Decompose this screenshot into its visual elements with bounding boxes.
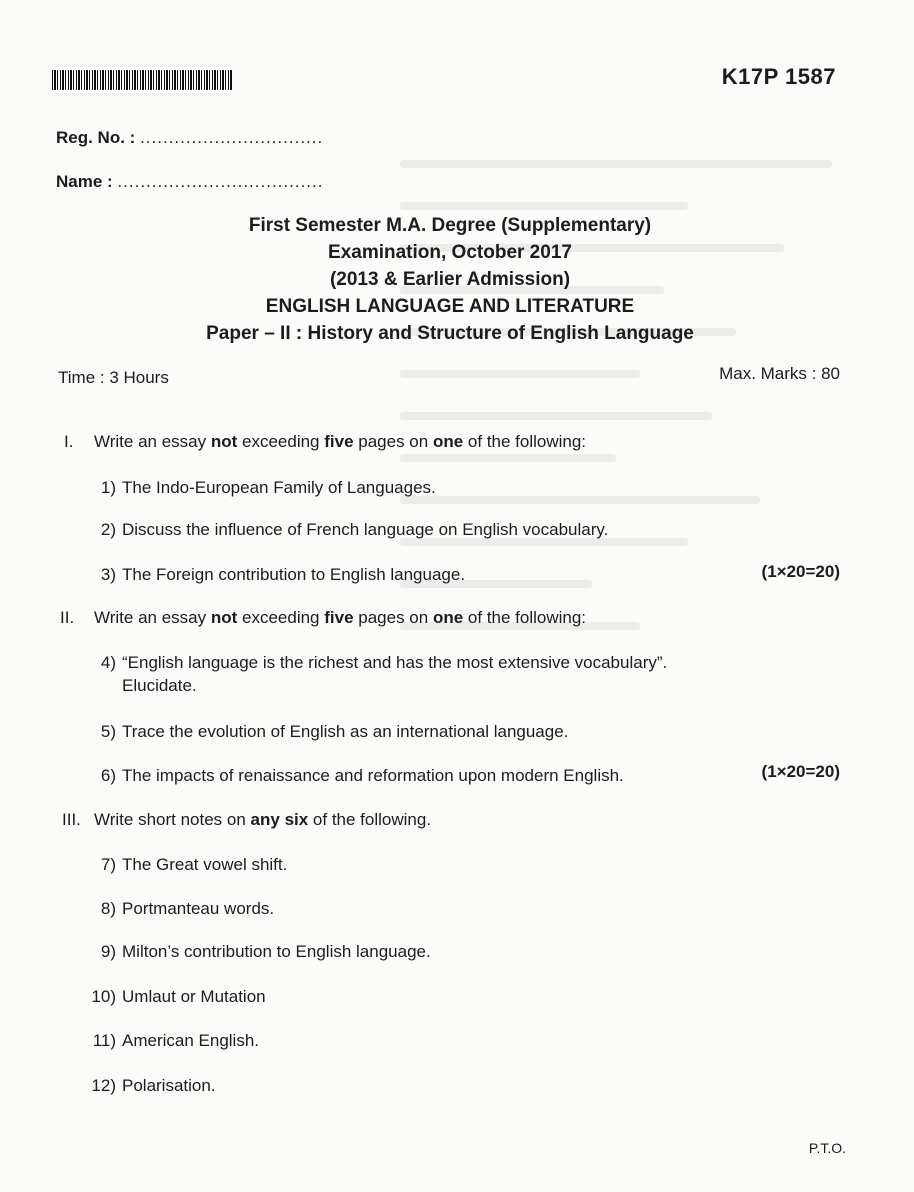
- title-line: ENGLISH LANGUAGE AND LITERATURE: [265, 296, 635, 317]
- section-instruction: III. Write short notes on any six of the following.: [62, 810, 432, 829]
- paper-code: K17P 1587: [721, 64, 836, 89]
- question-item: 5) Trace the evolution of English as an international language.: [100, 722, 569, 741]
- barcode: [52, 70, 232, 90]
- max-marks-label: Max. Marks : 80: [719, 364, 840, 383]
- exam-title: [0, 212, 900, 347]
- pto-label: P.T.O.: [808, 1140, 846, 1156]
- section-marks: (1×20=20): [761, 762, 840, 781]
- question-item: 10) Umlaut or Mutation: [91, 987, 266, 1006]
- title-line: First Semester M.A. Degree (Supplementary): [248, 215, 652, 236]
- name-label: Name :: [56, 172, 113, 191]
- question-item: 4) “English language is the richest and has the most extensive vocabulary”. Elucidate.: [100, 653, 668, 695]
- question-item: 7) The Great vowel shift.: [100, 855, 288, 874]
- time-label: Time : 3 Hours: [58, 368, 169, 387]
- question-item: 2) Discuss the influence of French language on English vocabulary.: [100, 520, 609, 539]
- question-item: 1) The Indo-European Family of Languages.: [100, 478, 436, 497]
- question-item: 9) Milton’s contribution to English language.: [100, 942, 431, 961]
- section-numeral: II.: [60, 608, 75, 627]
- section-marks: (1×20=20): [761, 562, 840, 581]
- question-item: 3) The Foreign contribution to English language.: [100, 565, 466, 584]
- title-line: Examination, October 2017: [328, 242, 572, 263]
- question-item: 6) The impacts of renaissance and reformation upon modern English.: [100, 766, 624, 785]
- reg-no-label: Reg. No. :: [56, 128, 136, 147]
- reg-no-field: [56, 128, 323, 148]
- question-item: 12) Polarisation.: [91, 1076, 216, 1095]
- section-instruction: I. Write an essay not exceeding five pages on one of the following:: [64, 432, 587, 451]
- name-field: [56, 172, 323, 192]
- section-numeral: III.: [62, 810, 81, 829]
- title-line: (2013 & Earlier Admission): [329, 269, 571, 290]
- reg-no-line: ................................: [140, 128, 324, 147]
- section-instruction: II. Write an essay not exceeding five pages on one of the following:: [60, 608, 587, 627]
- title-line: Paper – II : History and Structure of English Language: [206, 323, 694, 344]
- name-line: ....................................: [117, 172, 324, 191]
- question-item: 8) Portmanteau words.: [100, 899, 275, 918]
- section-numeral: I.: [64, 432, 74, 451]
- question-item: 11) American English.: [92, 1031, 260, 1050]
